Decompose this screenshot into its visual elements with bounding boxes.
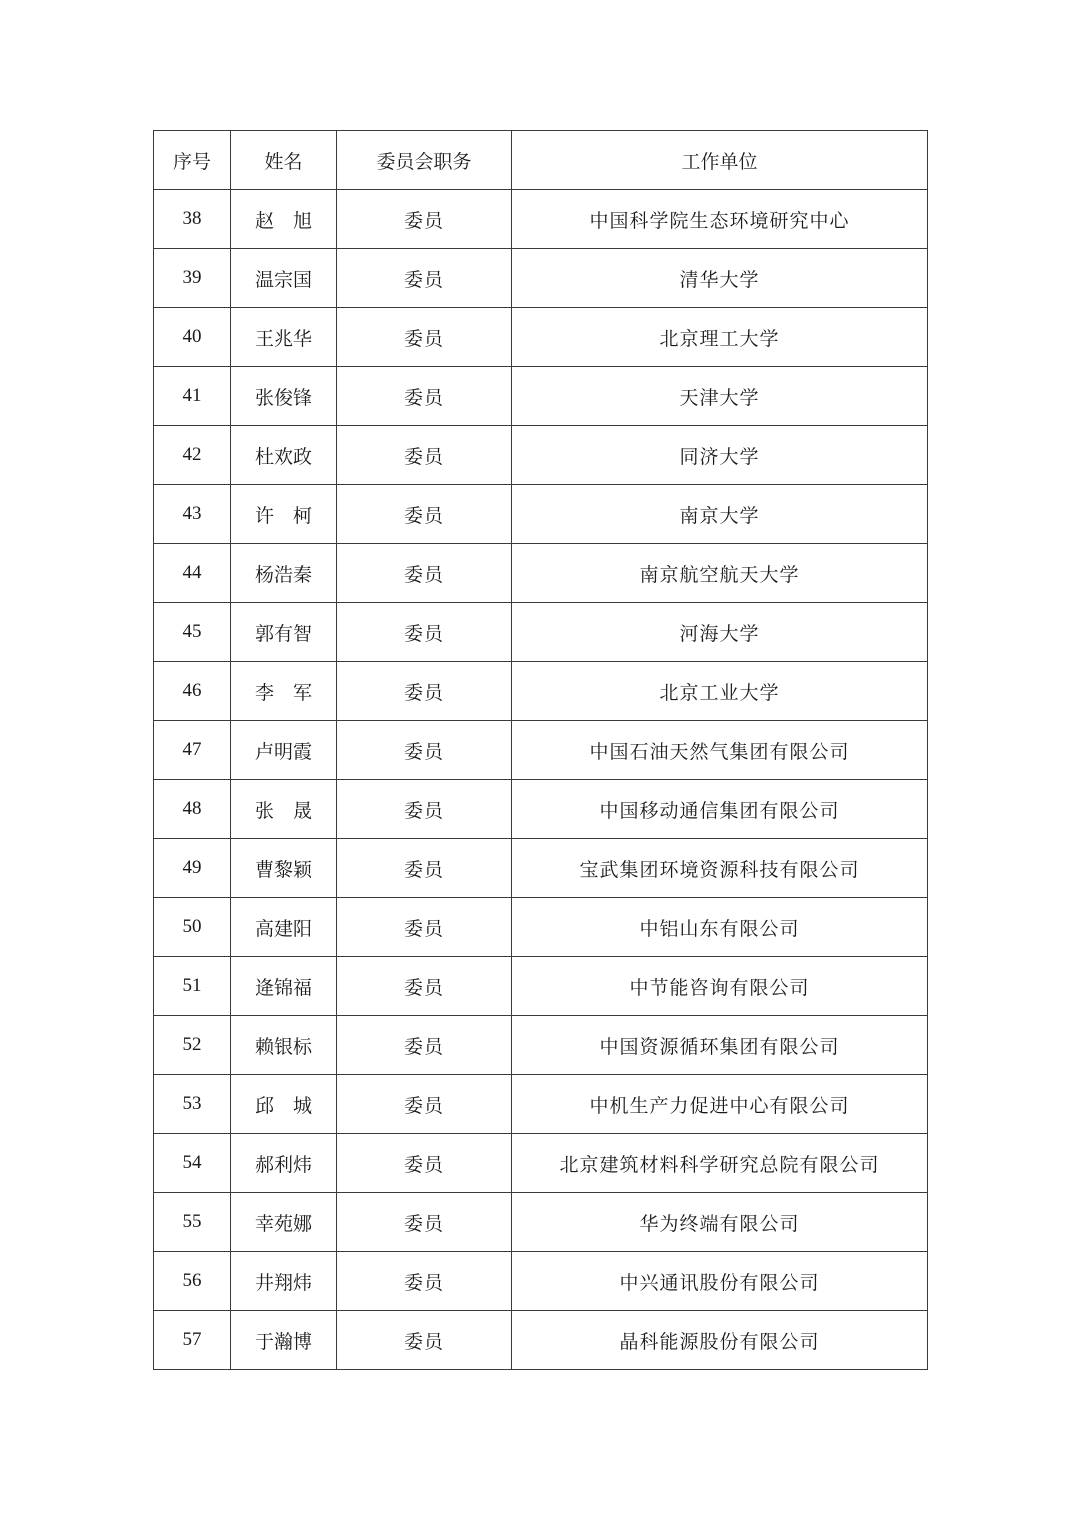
table-row [154, 898, 928, 957]
cell-org: 南京大学 [512, 485, 928, 544]
table-row [154, 1134, 928, 1193]
cell-role: 委员 [337, 190, 512, 249]
cell-name: 赖银标 [231, 1016, 337, 1075]
table-row [154, 308, 928, 367]
cell-no: 56 [154, 1252, 231, 1311]
cell-org: 华为终端有限公司 [512, 1193, 928, 1252]
cell-role: 委员 [337, 1075, 512, 1134]
cell-role: 委员 [337, 1252, 512, 1311]
cell-name: 温宗国 [231, 249, 337, 308]
cell-org: 中国石油天然气集团有限公司 [512, 721, 928, 780]
table-row [154, 485, 928, 544]
cell-org: 中铝山东有限公司 [512, 898, 928, 957]
cell-name: 郝利炜 [231, 1134, 337, 1193]
cell-no: 41 [154, 367, 231, 426]
cell-name: 井翔炜 [231, 1252, 337, 1311]
table-row [154, 1075, 928, 1134]
cell-org: 中节能咨询有限公司 [512, 957, 928, 1016]
cell-name: 郭有智 [231, 603, 337, 662]
table-row [154, 603, 928, 662]
cell-role: 委员 [337, 367, 512, 426]
table-row [154, 426, 928, 485]
cell-role: 委员 [337, 839, 512, 898]
cell-org: 北京理工大学 [512, 308, 928, 367]
cell-no: 45 [154, 603, 231, 662]
cell-name: 杜欢政 [231, 426, 337, 485]
cell-no: 53 [154, 1075, 231, 1134]
cell-role: 委员 [337, 1134, 512, 1193]
table-row [154, 1252, 928, 1311]
cell-role: 委员 [337, 308, 512, 367]
table-row [154, 780, 928, 839]
cell-org: 北京工业大学 [512, 662, 928, 721]
table-row [154, 721, 928, 780]
cell-org: 南京航空航天大学 [512, 544, 928, 603]
cell-name: 王兆华 [231, 308, 337, 367]
header-role: 委员会职务 [337, 131, 512, 190]
cell-org: 同济大学 [512, 426, 928, 485]
cell-role: 委员 [337, 1016, 512, 1075]
table-row [154, 544, 928, 603]
cell-no: 51 [154, 957, 231, 1016]
cell-no: 48 [154, 780, 231, 839]
cell-role: 委员 [337, 662, 512, 721]
cell-name: 逄锦福 [231, 957, 337, 1016]
cell-name: 赵 旭 [231, 190, 337, 249]
cell-org: 宝武集团环境资源科技有限公司 [512, 839, 928, 898]
cell-name: 高建阳 [231, 898, 337, 957]
table-row [154, 367, 928, 426]
cell-name: 张 晟 [231, 780, 337, 839]
cell-no: 49 [154, 839, 231, 898]
cell-name: 许 柯 [231, 485, 337, 544]
table-row [154, 249, 928, 308]
table-row [154, 1016, 928, 1075]
cell-role: 委员 [337, 780, 512, 839]
cell-org: 中国科学院生态环境研究中心 [512, 190, 928, 249]
header-name: 姓名 [231, 131, 337, 190]
cell-role: 委员 [337, 721, 512, 780]
table-header [154, 131, 928, 190]
cell-role: 委员 [337, 544, 512, 603]
cell-role: 委员 [337, 1193, 512, 1252]
cell-org: 中机生产力促进中心有限公司 [512, 1075, 928, 1134]
cell-name: 邱 城 [231, 1075, 337, 1134]
table-row [154, 957, 928, 1016]
cell-org: 清华大学 [512, 249, 928, 308]
cell-no: 57 [154, 1311, 231, 1370]
cell-org: 中兴通讯股份有限公司 [512, 1252, 928, 1311]
cell-name: 杨浩秦 [231, 544, 337, 603]
cell-org: 天津大学 [512, 367, 928, 426]
cell-name: 张俊锋 [231, 367, 337, 426]
cell-no: 39 [154, 249, 231, 308]
cell-no: 40 [154, 308, 231, 367]
cell-org: 中国移动通信集团有限公司 [512, 780, 928, 839]
cell-role: 委员 [337, 603, 512, 662]
cell-no: 54 [154, 1134, 231, 1193]
committee-members-table [153, 130, 928, 1370]
cell-no: 52 [154, 1016, 231, 1075]
cell-role: 委员 [337, 898, 512, 957]
cell-no: 43 [154, 485, 231, 544]
table-row [154, 1193, 928, 1252]
cell-name: 李 军 [231, 662, 337, 721]
cell-org: 晶科能源股份有限公司 [512, 1311, 928, 1370]
header-no: 序号 [154, 131, 231, 190]
cell-no: 44 [154, 544, 231, 603]
cell-org: 河海大学 [512, 603, 928, 662]
cell-no: 46 [154, 662, 231, 721]
table-row [154, 662, 928, 721]
cell-no: 50 [154, 898, 231, 957]
cell-no: 42 [154, 426, 231, 485]
cell-org: 中国资源循环集团有限公司 [512, 1016, 928, 1075]
table-row [154, 190, 928, 249]
header-row [154, 131, 928, 190]
cell-no: 47 [154, 721, 231, 780]
cell-role: 委员 [337, 1311, 512, 1370]
cell-name: 曹黎颖 [231, 839, 337, 898]
table-row [154, 839, 928, 898]
table-row [154, 1311, 928, 1370]
cell-role: 委员 [337, 957, 512, 1016]
cell-no: 55 [154, 1193, 231, 1252]
cell-no: 38 [154, 190, 231, 249]
cell-org: 北京建筑材料科学研究总院有限公司 [512, 1134, 928, 1193]
cell-role: 委员 [337, 249, 512, 308]
cell-role: 委员 [337, 426, 512, 485]
header-org: 工作单位 [512, 131, 928, 190]
cell-role: 委员 [337, 485, 512, 544]
cell-name: 于瀚博 [231, 1311, 337, 1370]
table-body [154, 190, 928, 1370]
cell-name: 幸苑娜 [231, 1193, 337, 1252]
cell-name: 卢明霞 [231, 721, 337, 780]
